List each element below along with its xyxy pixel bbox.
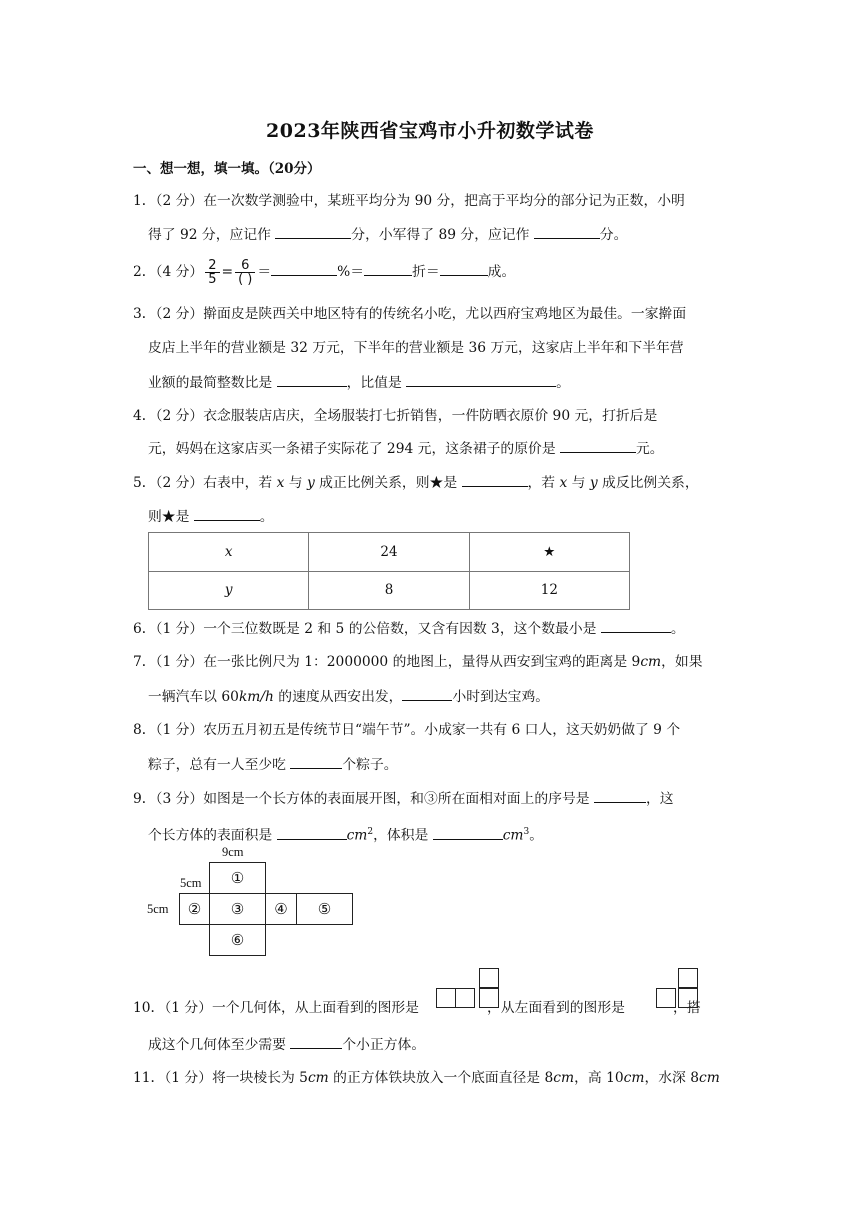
question-10-line-2	[148, 1034, 425, 1055]
question-11-text: ，水深 8	[644, 1070, 700, 1086]
question-11-text: 11．（1 分）将一块棱长为 5	[133, 1070, 308, 1086]
cell-value: x	[224, 543, 233, 560]
variable-x: x	[276, 475, 285, 491]
question-2-text: 成。	[487, 264, 516, 280]
unit-square	[678, 988, 698, 1008]
question-6-line	[133, 618, 685, 639]
unit-cm: cm	[346, 827, 368, 844]
net-face-2: ②	[179, 893, 210, 925]
variable-x: x	[559, 475, 568, 491]
question-10-text: ，搭	[672, 1000, 701, 1016]
section-heading: 一、想一想，填一填。（20分）	[133, 161, 321, 177]
question-7-line-1	[133, 652, 703, 672]
answer-blank	[406, 372, 556, 387]
question-5-text: 。	[259, 509, 274, 525]
question-3-text: 。	[556, 375, 570, 391]
unit-cm: cm	[553, 1070, 575, 1086]
question-9-text: 个长方体的表面积是	[148, 827, 273, 844]
superscript: 2	[367, 827, 374, 837]
unit-kmh: km/h	[238, 689, 274, 705]
question-3-line-2: 皮店上半年的营业额是 32 万元，下半年的营业额是 36 万元，这家店上半年和下半年营	[148, 340, 684, 356]
unit-square	[479, 988, 499, 1008]
question-8-text: 个粽子。	[342, 757, 398, 773]
dimension-label: 9cm	[222, 845, 244, 859]
variable-y: y	[589, 475, 598, 491]
question-5-text: 成正比例关系，则★是	[319, 475, 458, 491]
question-11-line-1	[133, 1068, 720, 1088]
question-7-text: 小时到达宝鸡。	[452, 689, 550, 705]
question-2-text: ＝	[257, 264, 272, 280]
unit-cm: cm	[502, 827, 524, 844]
net-face-6: ⑥	[209, 924, 266, 956]
unit-square	[479, 968, 499, 988]
question-11-text: ，高 10	[574, 1070, 624, 1086]
unit-cm: cm	[623, 1070, 645, 1086]
answer-blank	[277, 825, 347, 840]
table-row	[149, 571, 630, 610]
question-9-line-1	[133, 788, 674, 809]
unit-square	[455, 988, 475, 1008]
unit-cm: cm	[699, 1070, 720, 1086]
net-face-5: ⑤	[296, 893, 353, 925]
answer-blank	[440, 261, 488, 276]
question-6-text: 6．（1 分）一个三位数既是 2 和 5 的公倍数，又含有因数 3，这个数最小是	[133, 621, 597, 637]
answer-blank	[194, 506, 260, 521]
question-3-line-3	[148, 372, 570, 393]
question-3-text: 业额的最简整数比是	[148, 375, 273, 391]
question-11-text: 的正方体铁块放入一个底面直径是 8	[328, 1070, 554, 1086]
table-cell: 12	[469, 571, 629, 610]
table-cell: 24	[309, 533, 469, 572]
question-5-line-1	[133, 472, 699, 493]
unit-cm: cm	[307, 1070, 329, 1086]
fraction-numerator: 6	[235, 259, 255, 273]
question-9-text: 。	[529, 827, 544, 844]
question-5-text: 则★是	[148, 509, 190, 525]
question-9-line-2	[148, 822, 543, 846]
question-10-text: 成这个几何体至少需要	[148, 1037, 286, 1053]
question-1-line-2	[148, 224, 627, 245]
question-9-text: 9．（3 分）如图是一个长方体的表面展开图，和③所在面相对面上的序号是	[133, 791, 590, 807]
question-9-text: ，体积是	[373, 827, 429, 844]
superscript: 3	[523, 827, 530, 837]
unit-square	[656, 988, 676, 1008]
answer-blank	[275, 224, 351, 239]
answer-blank	[433, 825, 503, 840]
question-1-line-1: 1．（2 分）在一次数学测验中，某班平均分为 90 分，把高于平均分的部分记为正数，小明	[133, 193, 685, 209]
fraction-denominator: ( )	[238, 272, 253, 287]
fraction	[205, 259, 219, 286]
question-7-text: ，如果	[661, 654, 703, 670]
question-2-prefix: 2．（4 分）	[133, 264, 204, 280]
question-10-text: 个小正方体。	[342, 1037, 426, 1053]
question-5-line-2	[148, 506, 274, 527]
answer-blank	[560, 438, 636, 453]
question-8-line-1: 8．（1 分）农历五月初五是传统节日“端午节”。小成家一共有 6 口人，这天奶奶做了 9 个	[133, 722, 681, 738]
net-face-1: ①	[209, 862, 266, 894]
table-cell	[149, 533, 309, 572]
question-8-text: 粽子，总有一人至少吃	[148, 757, 286, 773]
table-cell: 8	[309, 571, 469, 610]
question-9-text: ，这	[645, 791, 674, 807]
variable-y: y	[306, 475, 315, 491]
answer-blank	[594, 788, 646, 803]
unit-square	[678, 968, 698, 988]
answer-blank	[534, 224, 600, 239]
table-cell	[149, 571, 309, 610]
question-3-line-1: 3．（2 分）擀面皮是陕西关中地区特有的传统名小吃，尤以西府宝鸡地区为最佳。一家擀面	[133, 306, 687, 322]
question-7-text: 的速度从西安出发，	[273, 689, 403, 705]
question-1-text: 分，小军得了 89 分，应记作	[351, 227, 530, 243]
question-2-text: %＝	[337, 264, 365, 280]
equals-sign: =	[221, 264, 234, 280]
answer-blank	[277, 372, 347, 387]
question-1-text: 得了 92 分，应记作	[148, 227, 271, 243]
question-10-line-1	[133, 998, 701, 1018]
dimension-label: 5cm	[180, 876, 202, 890]
net-face-4: ④	[265, 893, 297, 925]
question-4-text: 元，妈妈在这家店买一条裙子实际花了 294 元，这条裙子的原价是	[148, 441, 556, 457]
fraction	[235, 259, 255, 286]
fraction-denominator: 5	[208, 272, 217, 287]
answer-blank	[271, 261, 337, 276]
question-5-text: 成反比例关系，	[602, 475, 699, 491]
question-5-text: ，若	[527, 475, 556, 491]
fraction-numerator: 2	[205, 259, 219, 273]
answer-blank	[290, 754, 342, 769]
question-1-text: 分。	[599, 227, 628, 243]
answer-blank	[462, 472, 528, 487]
question-10-text: 10．（1 分）一个几何体，从上面看到的图形是	[133, 1000, 419, 1016]
question-5-text: 与	[571, 475, 586, 491]
answer-blank	[364, 261, 412, 276]
question-8-line-2	[148, 754, 398, 775]
question-4-line-1: 4．（2 分）衣念服装店店庆，全场服装打七折销售，一件防晒衣原价 90 元，打折后是	[133, 408, 658, 424]
question-4-text: 元。	[636, 441, 664, 457]
unit-square	[436, 988, 456, 1008]
net-face-3: ③	[209, 893, 266, 925]
question-2-text: 折＝	[412, 264, 440, 280]
question-7-text: 一辆汽车以 60	[148, 689, 239, 705]
question-5-text: 与	[288, 475, 303, 491]
unit-cm: cm	[640, 654, 662, 670]
answer-blank	[290, 1034, 342, 1049]
question-2-line	[133, 259, 515, 286]
answer-blank	[402, 686, 452, 701]
cell-value: y	[224, 582, 233, 599]
question-7-line-2	[148, 686, 549, 707]
question-5-text: 5．（2 分）右表中，若	[133, 475, 273, 491]
question-4-line-2	[148, 438, 664, 459]
question-3-text: ，比值是	[346, 375, 402, 391]
page-title: 2023年陕西省宝鸡市小升初数学试卷	[266, 120, 594, 142]
answer-blank	[601, 618, 671, 633]
question-7-text: 7．（1 分）在一张比例尺为 1：2000000 的地图上，量得从西安到宝鸡的距离是 9	[133, 654, 641, 670]
table-cell: ★	[469, 533, 629, 572]
question-6-text: 。	[670, 621, 685, 637]
question-10-text: ，从左面看到的图形是	[486, 1000, 625, 1016]
dimension-label: 5cm	[147, 902, 169, 916]
proportion-table	[148, 532, 630, 610]
table-row	[149, 533, 630, 572]
